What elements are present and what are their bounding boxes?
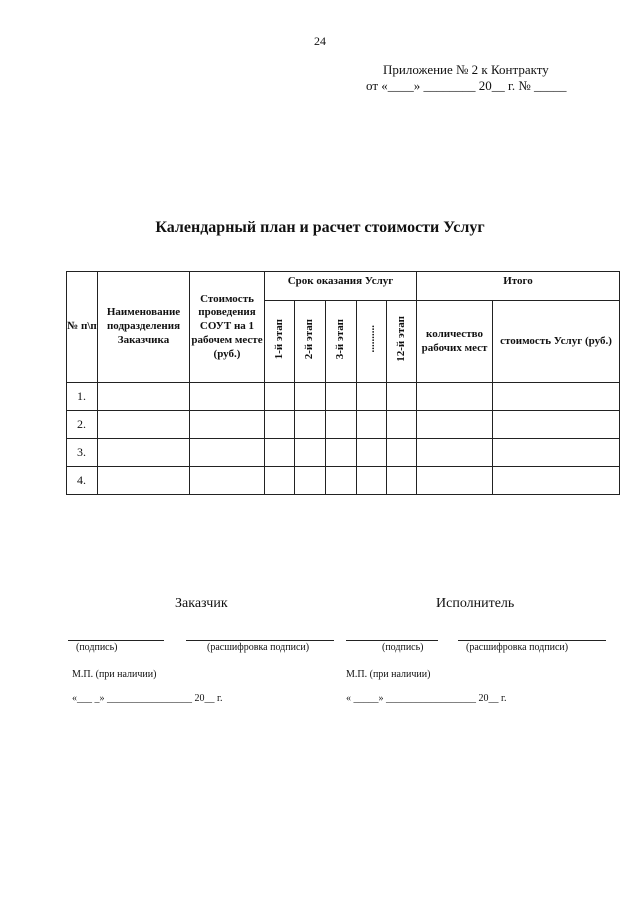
customer-heading: Заказчик [175, 596, 228, 611]
contract-date-line: от «____» ________ 20__ г. № _____ [366, 78, 567, 93]
contractor-decode-line [458, 640, 606, 641]
header-stage-3: 3-й этап [326, 301, 357, 383]
customer-decode-line [186, 640, 334, 641]
header-name: Наименование подразделения Заказчика [98, 272, 190, 383]
table-row [67, 411, 620, 439]
customer-seal-note: М.П. (при наличии) [72, 669, 157, 680]
contractor-sign-caption: (подпись) [382, 642, 424, 653]
row-number: 1. [67, 383, 98, 411]
table-row [67, 467, 620, 495]
annex-reference: Приложение № 2 к Контракту [383, 62, 549, 77]
contractor-seal-note: М.П. (при наличии) [346, 669, 431, 680]
calendar-plan-table [66, 271, 620, 495]
customer-sign-line [68, 640, 164, 641]
customer-sign-caption: (подпись) [76, 642, 118, 653]
document-title: Календарный план и расчет стоимости Услуг [155, 219, 485, 236]
row-number: 2. [67, 411, 98, 439]
page-number: 24 [314, 34, 326, 48]
row-number: 3. [67, 439, 98, 467]
contractor-heading: Исполнитель [436, 596, 515, 611]
contractor-sign-line [346, 640, 438, 641]
customer-date-line: «___ _» _________________ 20__ г. [72, 693, 223, 704]
contractor-decode-caption: (расшифровка подписи) [466, 642, 569, 653]
header-total-group: Итого [417, 272, 620, 301]
table-row [67, 383, 620, 411]
row-number: 4. [67, 467, 98, 495]
header-stage-2: 2-й этап [295, 301, 326, 383]
header-workplaces: количество рабочих мест [417, 301, 493, 383]
customer-decode-caption: (расшифровка подписи) [207, 642, 310, 653]
header-stage-1: 1-й этап [265, 301, 295, 383]
header-total-cost: стоимость Услуг (руб.) [493, 301, 620, 383]
header-stage-12: 12-й этап [387, 301, 417, 383]
header-term-group: Срок оказания Услуг [265, 272, 417, 301]
contractor-date-line: « _____» __________________ 20__ г. [346, 693, 507, 704]
table-row [67, 439, 620, 467]
header-num: № п\п [67, 272, 98, 383]
header-cost: Стоимость проведения СОУТ на 1 рабочем месте (руб.) [190, 272, 265, 383]
header-stage-ellipsis: .......... [357, 301, 387, 383]
